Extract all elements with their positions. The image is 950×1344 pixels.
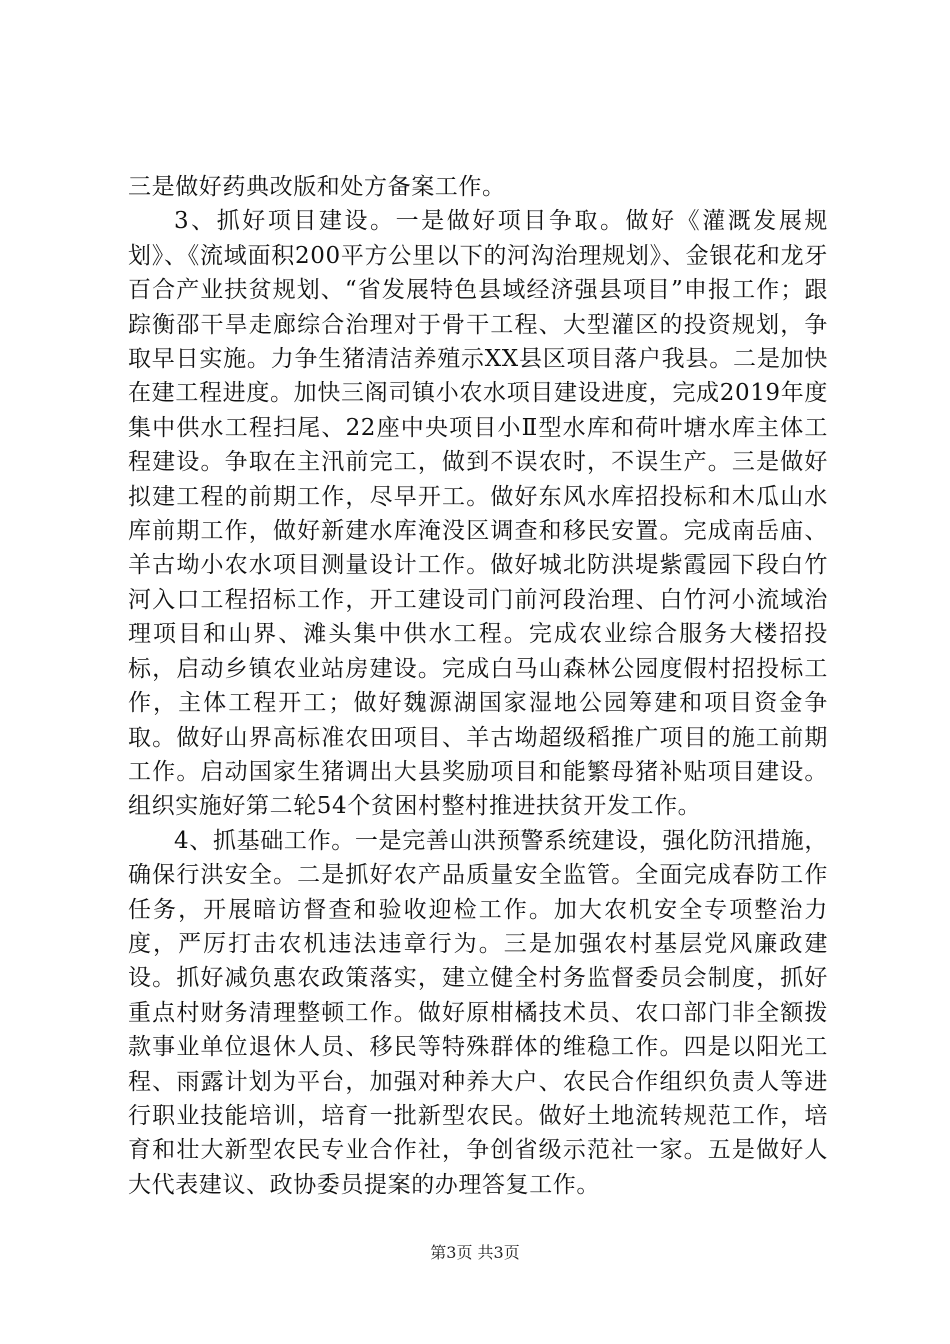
page-footer: 第3页 共3页 [430, 1243, 520, 1262]
paragraph-continuation: 三是做好药典改版和处方备案工作。 [128, 174, 506, 200]
paragraph-basic-work: 4、抓基础工作。一是完善山洪预警系统建设，强化防汛措施，确保行洪安全。二是抓好农产品质量安全监管。全面完成春防工作任务，开展暗访督查和验收迎检工作。加大农机安全专项整治力度，严厉打击农机违法违章行为。三是加强农村基层党风廉政建设。抓好减负惠农政策落实，建立健全村务监督委员会制度，抓好重点村财务清理整顿工作。做好原柑橘技术员、农口部门非全额拨款事业单位退休人员、移民等特殊群体的维稳工作。四是以阳光工程、雨露计划为平台，加强对种养大户、农民合作组织负责人等进行职业技能培训，培育一批新型农民。做好土地流转规范工作，培育和壮大新型农民专业合作社，争创省级示范社一家。五是做好人大代表建议、政协委员提案的办理答复工作。 [128, 827, 828, 1198]
paragraph-project-construction: 3、抓好项目建设。一是做好项目争取。做好《灌溉发展规划》、《流域面积200平方公里以下的河沟治理规划》、金银花和龙牙百合产业扶贫规划、“省发展特色县域经济强县项目”申报工作；跟踪衡邵干旱走廊综合治理对于骨干工程、大型灌区的投资规划，争取早日实施。力争生猪清洁养殖示XX县区项目落户我县。二是加快在建工程进度。加快三阁司镇小农水项目建设进度，完成2019年度集中供水工程扫尾、22座中央项目小Ⅱ型水库和荷叶塘水库主体工程建设。争取在主汛前完工，做到不误农时，不误生产。三是做好拟建工程的前期工作，尽早开工。做好东风水库招投标和木瓜山水库前期工作，做好新建水库淹没区调查和移民安置。完成南岳庙、羊古坳小农水项目测量设计工作。做好城北防洪堤紫霞园下段白竹河入口工程招标工作，开工建设司门前河段治理、白竹河小流域治理项目和山界、滩头集中供水工程。完成农业综合服务大楼招投标，启动乡镇农业站房建设。完成白马山森林公园度假村招投标工作，主体工程开工；做好魏源湖国家湿地公园筹建和项目资金争取。做好山界高标准农田项目、羊古坳超级稻推广项目的施工前期工作。启动国家生猪调出大县奖励项目和能繁母猪补贴项目建设。组织实施好第二轮54个贫困村整村推进扶贫开发工作。 [128, 208, 828, 820]
document-body [128, 170, 828, 1202]
